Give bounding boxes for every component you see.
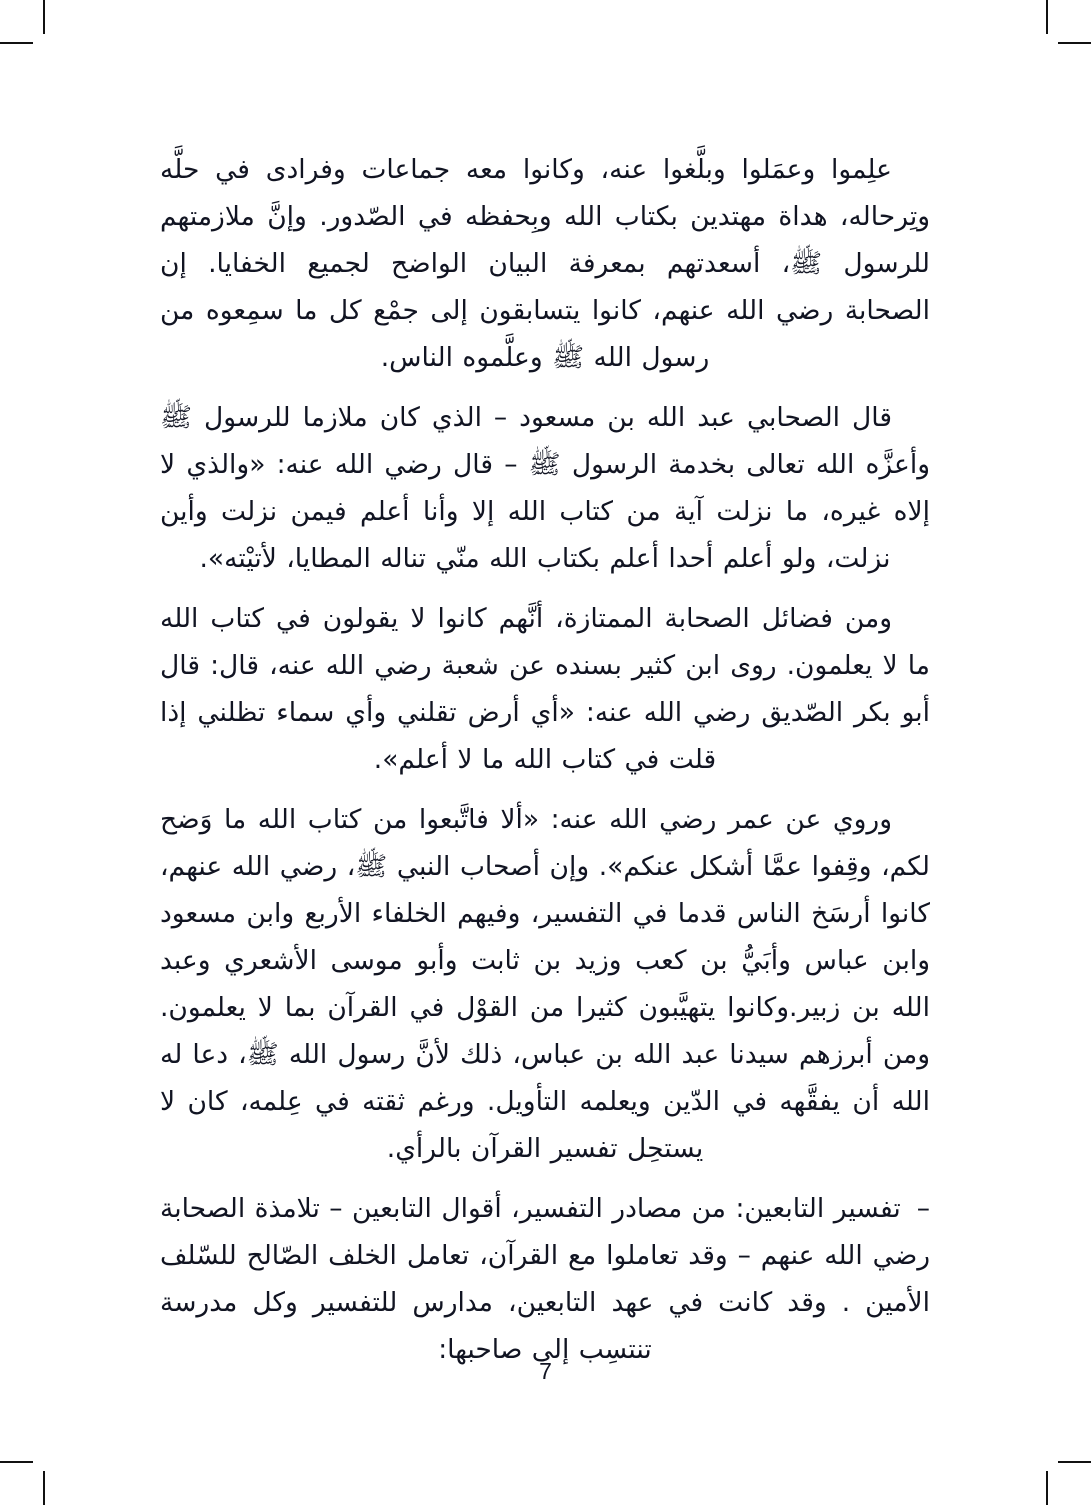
crop-mark-top-left-vertical (43, 0, 45, 34)
crop-mark-top-left-horizontal (0, 42, 33, 44)
body-text-column (160, 146, 930, 1373)
crop-mark-top-right-vertical (1046, 0, 1048, 34)
crop-mark-bottom-right-horizontal (1058, 1461, 1091, 1463)
bulleted-entry-text: تفسير التابعين: من مصادر التفسير، أقوال التابعين – تلامذة الصحابة رضي الله عنهم – وقد تعاملوا مع القرآن، تعامل الخلف الصّالح للسّلف الأمين . وقد كانت في عهد التابعين، مدارس للتفسير وكل مدرسة تنتسِب إلى صاحبها: (160, 1193, 930, 1365)
paragraph-1: علِموا وعمَلوا وبلَّغوا عنه، وكانوا معه جماعات وفرادى في حلَّه وتِرحاله، هداة مهتدين بكتاب الله وبِحفظه في الصّدور. وإنَّ ملازمتهم للرسول ﷺ، أسعدتهم بمعرفة البيان الواضح لجميع الخفايا. إن الصحابة رضي الله عنهم، كانوا يتسابقون إلى جمْع كل ما سمِعوه من رسول الله ﷺ وعلَّموه الناس. (160, 154, 930, 373)
crop-mark-bottom-left-horizontal (0, 1461, 33, 1463)
page-number: 7 (539, 1358, 552, 1384)
paragraph-3: ومن فضائل الصحابة الممتازة، أنَّهم كانوا لا يقولون في كتاب الله ما لا يعلمون. روى ابن كثير بسنده عن شعبة رضي الله عنه، قال: قال أبو بكر الصّديق رضي الله عنه: «أي أرض تقلني وأي سماء تظلني إذا قلت في كتاب الله ما لا أعلم». (160, 603, 930, 775)
paragraph-5-bulleted (160, 1185, 930, 1373)
list-dash-marker: – (916, 1193, 930, 1224)
paragraph-2: قال الصحابي عبد الله بن مسعود – الذي كان ملازما للرسول ﷺ وأعزَّه الله تعالى بخدمة الرسول ﷺ – قال رضي الله عنه: «والذي لا إلاه غيره، ما نزلت آية من كتاب الله إلا وأنا أعلم فيمن نزلت وأين نزلت، ولو أعلم أحدا أعلم بكتاب الله منّي تناله المطايا، لأتيْته». (160, 402, 930, 574)
crop-mark-top-right-horizontal (1058, 42, 1091, 44)
paragraph-4: وروي عن عمر رضي الله عنه: «ألا فاتَّبعوا من كتاب الله ما وَضح لكم، وقِفوا عمَّا أشكل عنكم». وإن أصحاب النبي ﷺ، رضي الله عنهم، كانوا أرسَخ الناس قدما في التفسير، وفيهم الخلفاء الأربع وابن مسعود وابن عباس وأبَيُّ بن كعب وزيد بن ثابت وأبو موسى الأشعري وعبد الله بن زبير.وكانوا يتهيَّبون كثيرا من القوْل في القرآن بما لا يعلمون. ومن أبرزهم سيدنا عبد الله بن عباس، ذلك لأنَّ رسول الله ﷺ، دعا له الله أن يفقَّهه في الدّين ويعلمه التأويل. ورغم ثقته في عِلمه، كان لا يستحِل تفسير القرآن بالرأي. (160, 804, 930, 1164)
crop-mark-bottom-left-vertical (43, 1471, 45, 1505)
crop-mark-bottom-right-vertical (1046, 1471, 1048, 1505)
